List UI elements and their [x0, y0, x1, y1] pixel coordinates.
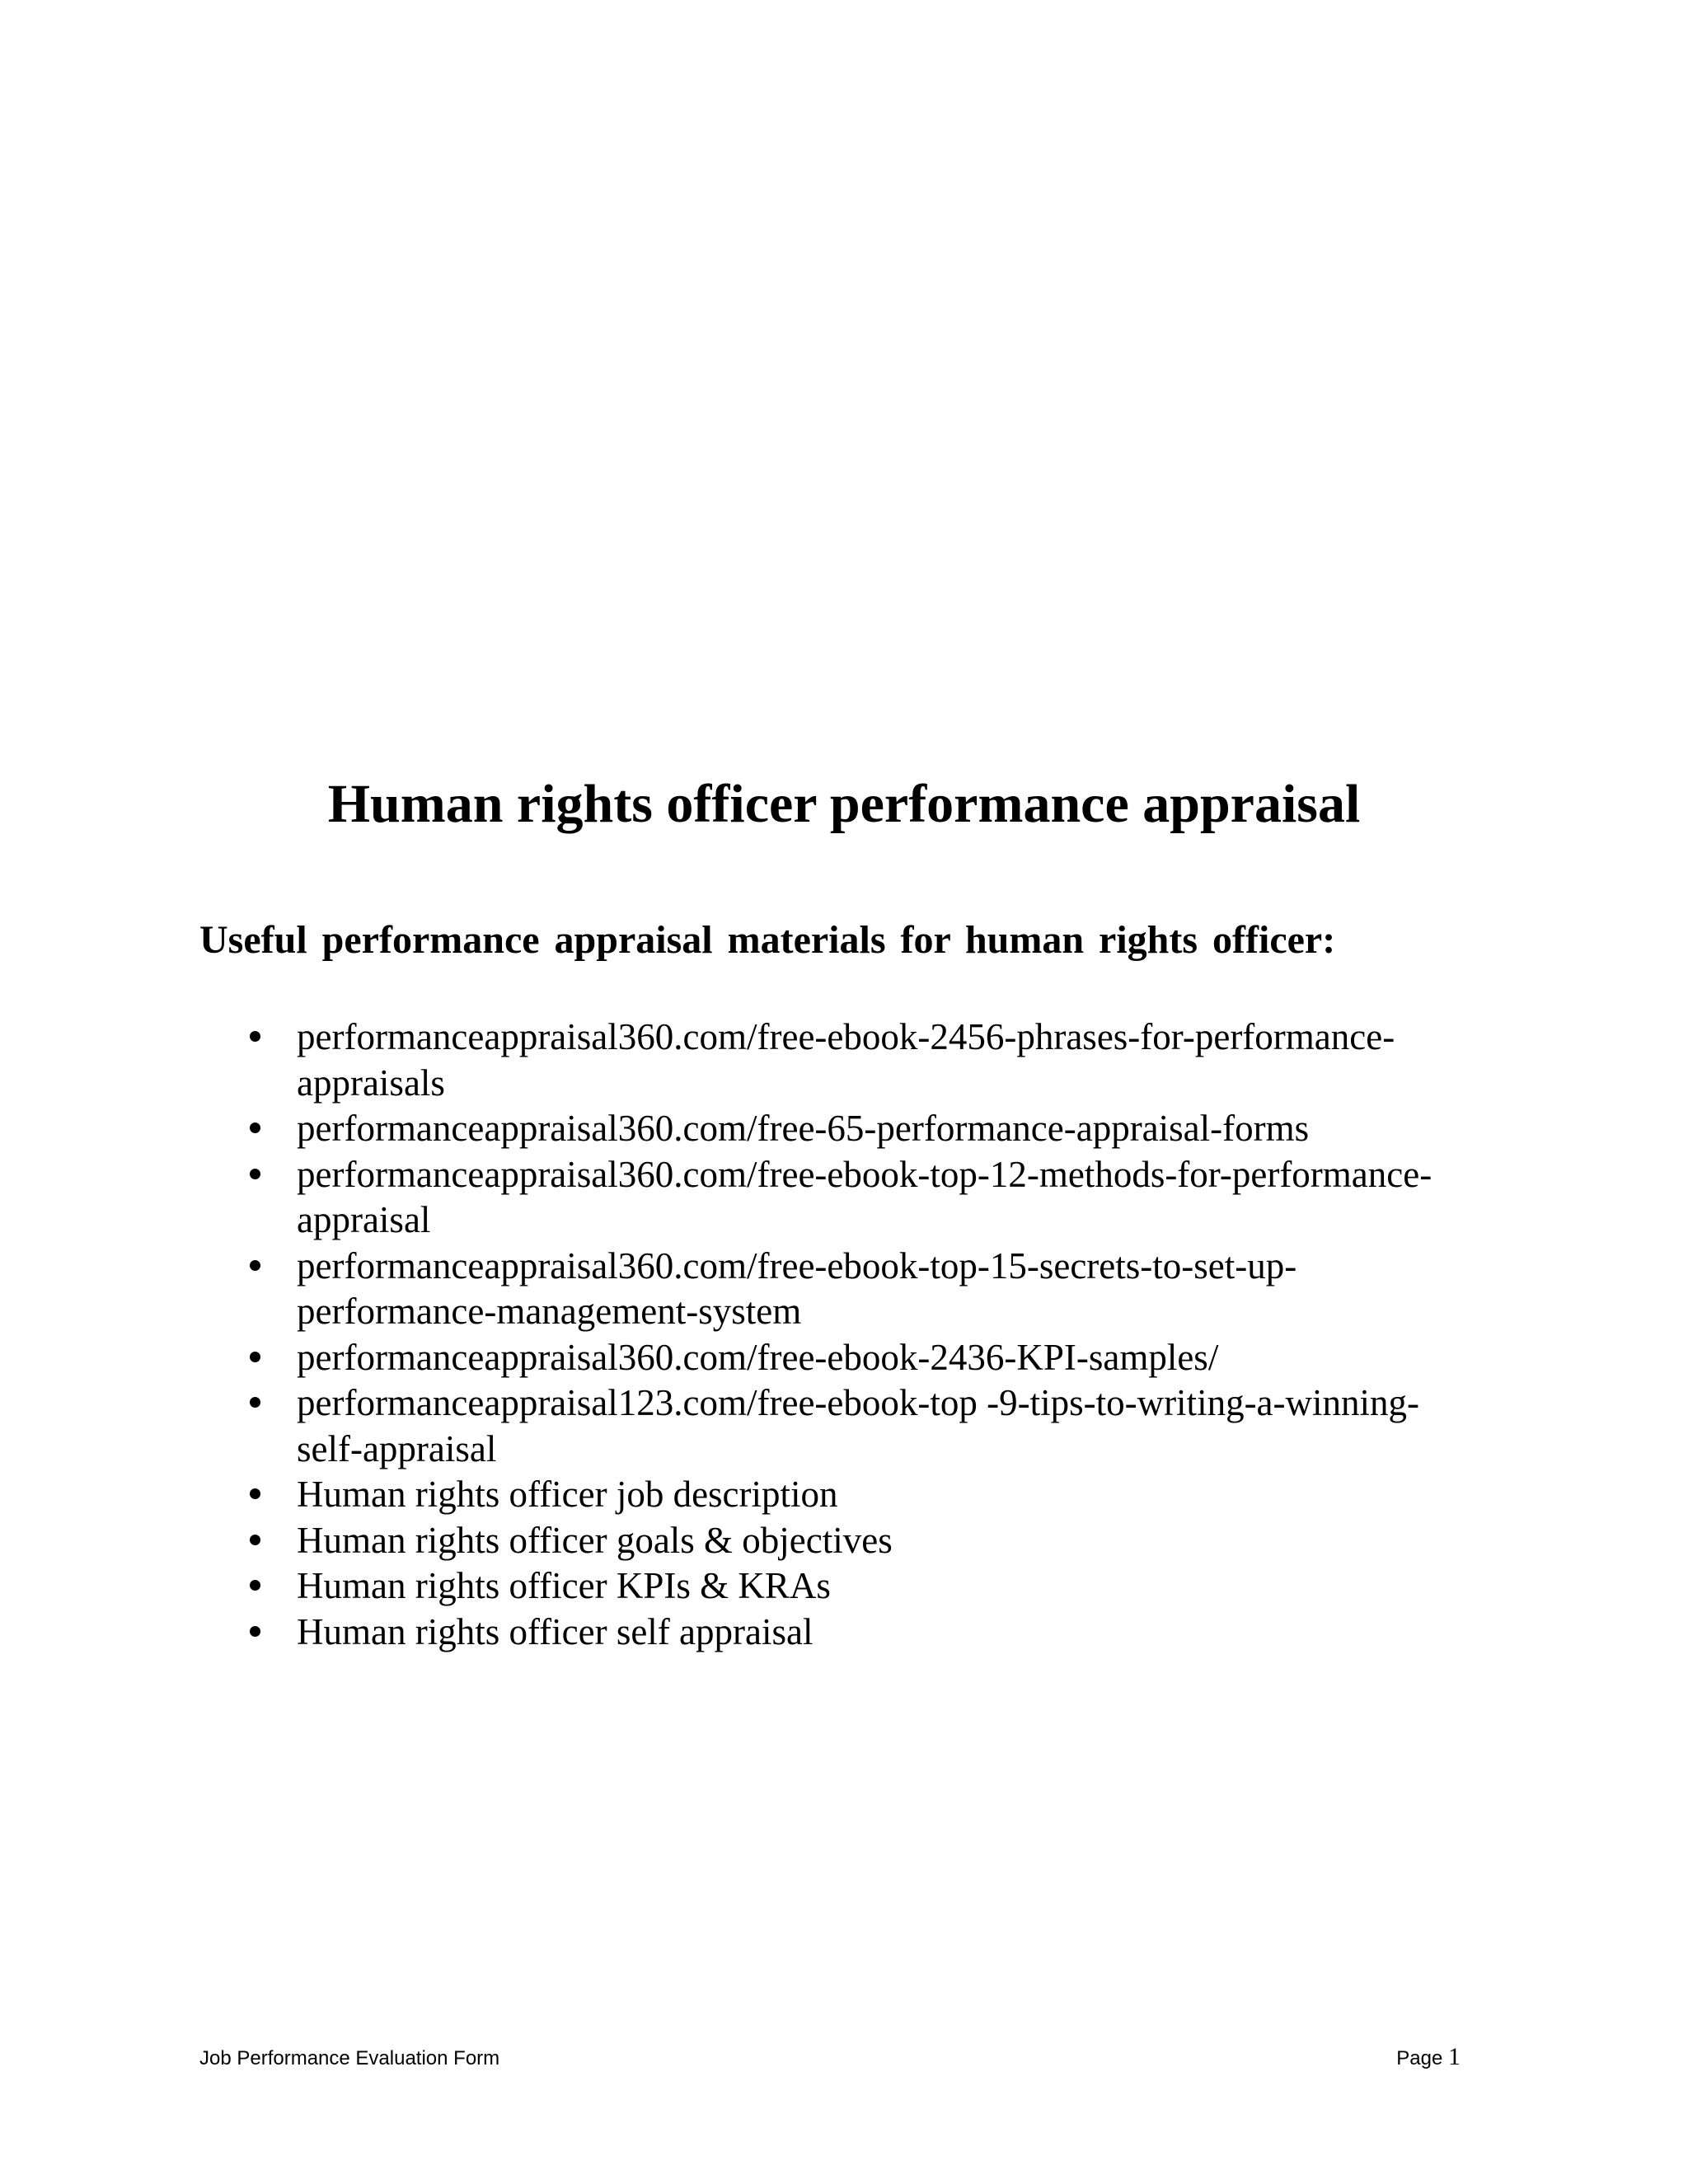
- list-item-text: performanceappraisal360.com/free-ebook-top-15-secrets-to-set-up- performance-management-system: [297, 1244, 1297, 1332]
- list-item-text: performanceappraisal360.com/free-65-performance-appraisal-forms: [297, 1108, 1310, 1149]
- list-item-text: Human rights officer goals & objectives: [297, 1519, 893, 1561]
- list-item-text: performanceappraisal123.com/free-ebook-top -9-tips-to-writing-a-winning- self-appraisal: [297, 1382, 1419, 1469]
- list-item: [247, 1380, 1500, 1472]
- list-item: [247, 1106, 1500, 1152]
- list-item: [247, 1335, 1500, 1381]
- list-item: [247, 1152, 1500, 1244]
- bullet-icon: [250, 1488, 260, 1499]
- list-item-text: Human rights officer job description: [297, 1474, 838, 1515]
- list-item: [247, 1610, 1500, 1656]
- bullet-icon: [250, 1535, 260, 1545]
- bullet-icon: [250, 1626, 260, 1637]
- materials-list: [247, 1015, 1500, 1655]
- list-item-text: performanceappraisal360.com/free-ebook-2456-phrases-for-performance- appraisals: [297, 1016, 1395, 1104]
- bullet-icon: [250, 1031, 260, 1042]
- page-number: 1: [1448, 2043, 1461, 2070]
- section-heading: Useful performance appraisal materials for human rights officer:: [199, 918, 1336, 962]
- bullet-icon: [250, 1352, 260, 1362]
- list-item-text: performanceappraisal360.com/free-ebook-2436-KPI-samples/: [297, 1336, 1219, 1378]
- page-title: Human rights officer performance appraisal: [327, 774, 1361, 834]
- list-item: [247, 1518, 1500, 1564]
- bullet-icon: [250, 1260, 260, 1271]
- list-item: [247, 1563, 1500, 1610]
- list-item: [247, 1244, 1500, 1335]
- list-item-text: Human rights officer KPIs & KRAs: [297, 1565, 831, 1606]
- page-label: Page: [1396, 2047, 1443, 2069]
- bullet-icon: [250, 1169, 260, 1179]
- footer-form-title: Job Performance Evaluation Form: [199, 2047, 500, 2069]
- bullet-icon: [250, 1580, 260, 1591]
- list-item-text: performanceappraisal360.com/free-ebook-top-12-methods-for-performance- appraisal: [297, 1153, 1432, 1240]
- bullet-icon: [250, 1122, 260, 1133]
- list-item-text: Human rights officer self appraisal: [297, 1610, 814, 1652]
- footer-page-indicator: [1396, 2045, 1461, 2071]
- list-item: [247, 1015, 1500, 1106]
- bullet-icon: [250, 1397, 260, 1408]
- list-item: [247, 1472, 1500, 1518]
